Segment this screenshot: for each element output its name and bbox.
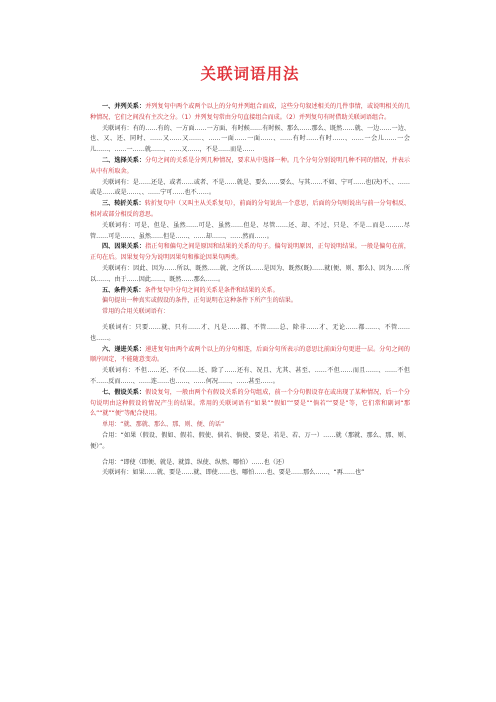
section-3	[90, 199, 410, 221]
section-5-extra: 偏句提出一种真实或假设的条件，正句说明在这种条件下所产生的结果。	[102, 297, 297, 305]
section-5-common: 常用的合用关联词语有：	[102, 308, 170, 316]
section-1-heading: 一、并列关系：	[102, 103, 146, 110]
section-7-lead: 假设复句，一般由两个有假设关系的分句组成，前一个分句假设存在或出现了某种情况，后一个分句说明由这种假设的情况产生的结果。常用的关联词语有“如果”“假如”“要是”“倘若”“要是”等，它们常和副词“那么”“就”“便”等配合使用。	[90, 388, 411, 418]
section-2-lead: 分句之间的关系是分列几种情况，要求从中选择一种。几个分句分别说明几种不同的情况，并表示从中有所取舍。	[90, 156, 411, 175]
section-2-heading: 二、选择关系：	[102, 156, 146, 164]
section-6-heading: 六、递进关系：	[102, 345, 146, 353]
section-5-heading: 五、条件关系：	[102, 286, 145, 294]
section-1	[90, 102, 410, 124]
section-1-lead: 并列复句中两个或两个以上的分句并列组合而成，这些分句叙述相关的几件事情，或说明相关的几种情况，它们之间没有主次之分。（1）并列复句常由分句直接组合而成。（2）并列复句有时借助关联词语组合。	[90, 103, 411, 121]
section-3-heading: 三、转折关系：	[102, 200, 145, 208]
section-6-words: 关联词有：不但……还、不仅……还、除了……还有、况且、尤其、甚至、……不但……而且……、……不但不……反而……、……连……也……、……何况……、……甚至……。	[90, 367, 410, 385]
section-3-words: 关联词有：可是、但是、虽然……可是、虽然……但是、尽管……还、却、不过、只是、不是…而是………尽管……可是……、虽然……但是……、……却……、……然而……。	[90, 221, 410, 240]
section-7-heading: 七、假设关系：	[102, 388, 146, 396]
section-2-words: 关联词有：是……还是、或者……或者、不是……就是、要么……要么、与其……不如、宁可……也(决)不、、……或是……或是……、、……宁可……也不……。	[90, 178, 410, 197]
page-title: 关联词语用法	[200, 65, 300, 83]
section-6-lead: 递进复句由两个或两个以上的分句相连，后面分句所表示的意思比前面分句更进一层。分句之间的顺序固定，不能随意变动。	[90, 345, 411, 364]
section-1-words: 关联词有：有的……有的、一方面……一方面、有时候……有时候、那么……那么、既然……就、一边……一边、也、又、还、同时、……又……又……、……一面……一面……、……有时……有时……、……一会儿……一会儿……、……一……就……、……又……，不是……而是……	[90, 124, 410, 154]
section-4-lead: 指正句和偏句之间是原因和结果的关系的句子。偏句说明原因，正句说明结果。一般是偏句在前，正句在后。因果复句分为说明因果句和推论因果句两类。	[90, 243, 411, 262]
section-7-combined-2: 合用：“即使（即便、就是、就算、纵使、纵然、哪怕）……也（还）	[102, 458, 288, 466]
section-5-words: 关联词有：只要……就、只有……才、凡是……都、不管……总、除非……才、无论……都……、不管……也……。	[90, 323, 410, 342]
section-4	[90, 242, 410, 264]
section-5	[90, 286, 410, 297]
section-7-words: 关联词有：如果……就、要是……就、即使……也、哪怕……也、要是……那么……、“再……也”	[102, 469, 365, 477]
section-6	[90, 345, 410, 367]
section-7-single: 单用：“就、那就、那么、那、则、便、的话”	[102, 421, 225, 429]
section-4-heading: 四、因果关系：	[102, 243, 146, 251]
section-5-lead: 条件复句中分句之间的关系是条件和结果的关系。	[144, 286, 279, 294]
section-2	[90, 156, 410, 178]
section-7-combined: 合用：“如果（假设、假如、假若、假使、倘若、倘使、要是、若是、若、万一）……就（那就、那么、那、则、便）”。	[90, 431, 410, 450]
section-4-words: 关联词有：因此、因为……所以、既然……就、之所以……是因为、既然(既)……就(便、则、那么)、因为……所以……、由于……因此……、既然……那么……。	[90, 264, 410, 283]
document-body	[90, 62, 410, 479]
section-7	[90, 388, 410, 420]
section-3-lead: 转折复句中（又叫主从关系复句），前面的分句说出一个意思，后面的分句则说出与前一分句相反、相对或部分相反的意思。	[90, 200, 411, 218]
